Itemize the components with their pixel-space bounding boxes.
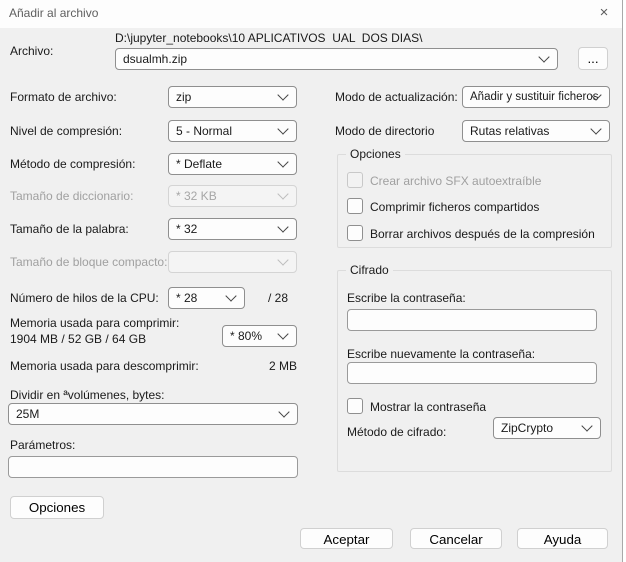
password-input[interactable] bbox=[347, 309, 597, 331]
memory-compress-combo[interactable] bbox=[222, 325, 297, 347]
repeat-password-label: Escribe nuevamente la contraseña: bbox=[347, 347, 536, 361]
delete-after-checkbox[interactable] bbox=[347, 225, 363, 241]
show-password-label: Mostrar la contraseña bbox=[370, 400, 487, 414]
path-mode-label: Modo de directorio bbox=[335, 124, 435, 138]
show-password-checkbox[interactable] bbox=[347, 398, 363, 414]
archive-label: Archivo: bbox=[10, 44, 54, 58]
memory-decompress-value: 2 MB bbox=[268, 359, 297, 373]
memory-compress-label: Memoria usada para comprimir: bbox=[10, 316, 180, 330]
chevron-down-icon bbox=[277, 123, 288, 134]
split-volumes-value: 25M bbox=[16, 407, 40, 421]
cpu-threads-value: * 28 bbox=[176, 291, 198, 305]
dialog-title: Añadir al archivo bbox=[9, 6, 99, 20]
chevron-down-icon bbox=[277, 221, 288, 232]
level-combo[interactable] bbox=[168, 120, 297, 142]
sfx-checkbox-label: Crear archivo SFX autoextraíble bbox=[370, 174, 542, 188]
memory-compress-value: * 80% bbox=[230, 329, 263, 343]
chevron-down-icon bbox=[277, 254, 288, 265]
split-volumes-combo[interactable] bbox=[8, 403, 298, 425]
chevron-down-icon bbox=[590, 123, 601, 134]
cpu-threads-max: / 28 bbox=[268, 291, 289, 305]
chevron-down-icon bbox=[581, 420, 592, 431]
update-mode-value: Añadir y sustituir ficheros bbox=[470, 91, 599, 103]
repeat-password-input[interactable] bbox=[347, 362, 597, 384]
level-label: Nivel de compresión: bbox=[10, 124, 123, 138]
path-mode-combo[interactable] bbox=[462, 120, 610, 142]
method-label: Método de compresión: bbox=[10, 157, 136, 171]
archive-dir-path: D:\jupyter_notebooks\10 APLICATIVOS UAL DOS DIAS\ bbox=[115, 31, 423, 45]
options-group-title: Opciones bbox=[346, 147, 405, 161]
password-label: Escribe la contraseña: bbox=[347, 291, 466, 305]
archive-name-combo[interactable] bbox=[115, 48, 558, 70]
word-size-label: Tamaño de la palabra: bbox=[10, 222, 129, 236]
method-combo[interactable] bbox=[168, 153, 297, 175]
format-label: Formato de archivo: bbox=[10, 90, 117, 104]
format-value: zip bbox=[176, 90, 192, 104]
memory-decompress-label: Memoria usada para descomprimir: bbox=[10, 359, 199, 373]
cipher-method-combo[interactable] bbox=[493, 417, 601, 439]
dictionary-combo bbox=[168, 185, 297, 207]
options-button[interactable] bbox=[10, 496, 104, 519]
chevron-down-icon bbox=[277, 156, 288, 167]
close-icon[interactable]: × bbox=[599, 4, 609, 21]
shared-files-checkbox-label: Comprimir ficheros compartidos bbox=[370, 200, 540, 214]
chevron-down-icon bbox=[278, 406, 289, 417]
format-combo[interactable] bbox=[168, 86, 297, 108]
update-mode-label: Modo de actualización: bbox=[335, 90, 458, 104]
block-size-combo bbox=[168, 251, 297, 273]
update-mode-combo[interactable] bbox=[462, 86, 610, 108]
level-value: 5 - Normal bbox=[176, 124, 233, 138]
encryption-group-title: Cifrado bbox=[346, 263, 393, 277]
cpu-threads-label: Número de hilos de la CPU: bbox=[10, 291, 159, 305]
word-size-value: * 32 bbox=[176, 222, 198, 236]
help-button[interactable] bbox=[517, 528, 608, 549]
title-bar bbox=[0, 0, 622, 28]
sfx-checkbox bbox=[347, 172, 363, 188]
archive-name-value: dsualmh.zip bbox=[123, 52, 188, 66]
cipher-method-label: Método de cifrado: bbox=[347, 425, 447, 439]
chevron-down-icon bbox=[225, 290, 236, 301]
ok-button-label: Aceptar bbox=[323, 532, 370, 547]
chevron-down-icon bbox=[277, 188, 288, 199]
browse-label: ... bbox=[587, 51, 599, 66]
browse-button[interactable] bbox=[578, 47, 608, 70]
method-value: * Deflate bbox=[176, 157, 223, 171]
cancel-button-label: Cancelar bbox=[429, 532, 483, 547]
chevron-down-icon bbox=[277, 328, 288, 339]
shared-files-checkbox[interactable] bbox=[347, 198, 363, 214]
path-mode-value: Rutas relativas bbox=[470, 124, 550, 138]
dictionary-value: * 32 KB bbox=[176, 189, 217, 203]
chevron-down-icon bbox=[538, 51, 549, 62]
cipher-method-value: ZipCrypto bbox=[501, 421, 554, 435]
cpu-threads-combo[interactable] bbox=[168, 287, 245, 309]
chevron-down-icon bbox=[277, 89, 288, 100]
parameters-label: Parámetros: bbox=[10, 438, 76, 452]
ok-button[interactable] bbox=[300, 528, 393, 549]
options-button-label: Opciones bbox=[28, 500, 86, 515]
block-size-label: Tamaño de bloque compacto: bbox=[10, 255, 168, 269]
dictionary-label: Tamaño de diccionario: bbox=[10, 189, 134, 203]
split-volumes-label: Dividir en ªvolúmenes, bytes: bbox=[10, 388, 165, 402]
help-button-label: Ayuda bbox=[543, 532, 582, 547]
cancel-button[interactable] bbox=[410, 528, 502, 549]
delete-after-checkbox-label: Borrar archivos después de la compresión bbox=[370, 227, 595, 241]
parameters-input[interactable] bbox=[8, 456, 298, 478]
word-size-combo[interactable] bbox=[168, 218, 297, 240]
memory-compress-detail: 1904 MB / 52 GB / 64 GB bbox=[10, 332, 147, 346]
